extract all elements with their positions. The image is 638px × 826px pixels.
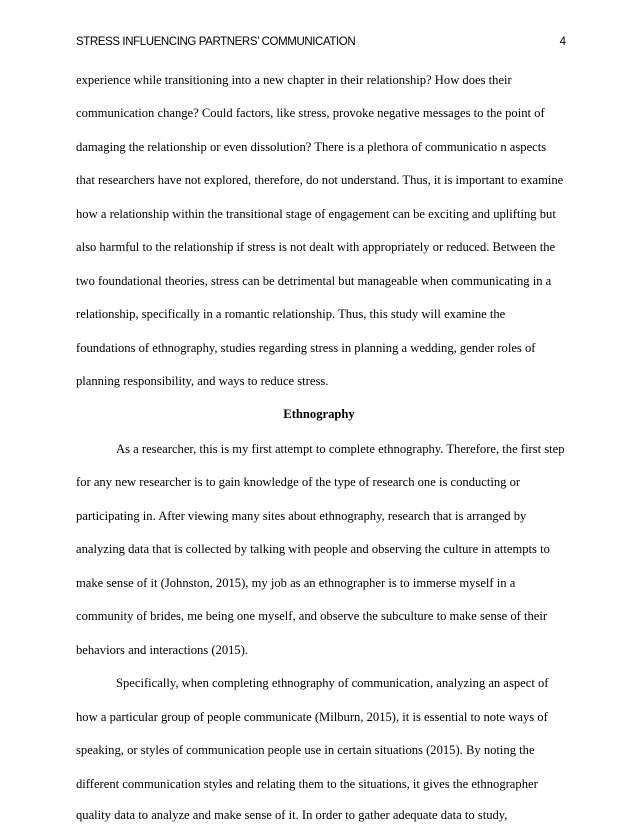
paragraph-first-line: As a researcher, this is my first attempt to complete ethnography. Therefore, the first step: [116, 442, 565, 456]
body-line: relationship, specifically in a romantic relationship. Thus, this study will examine the: [76, 307, 506, 321]
body-line: communication change? Could factors, like stress, provoke negative messages to the point of: [76, 106, 545, 120]
body-line: different communication styles and relating them to the situations, it gives the ethnographer: [76, 777, 538, 791]
body-line: that researchers have not explored, therefore, do not understand. Thus, it is important to examine: [76, 173, 564, 187]
body-line: participating in. After viewing many sites about ethnography, research that is arranged by: [76, 509, 527, 523]
running-head: STRESS INFLUENCING PARTNERS’ COMMUNICATION: [76, 36, 356, 48]
body-line: quality data to analyze and make sense of it. In order to gather adequate data to study,: [76, 808, 508, 822]
section-heading: Ethnography: [283, 407, 355, 421]
body-line: how a particular group of people communicate (Milburn, 2015), it is essential to note ways of: [76, 710, 548, 724]
body-line: community of brides, me being one myself, and observe the subculture to make sense of their: [76, 609, 548, 623]
body-line: planning responsibility, and ways to reduce stress.: [76, 374, 329, 388]
body-line: how a relationship within the transitional stage of engagement can be exciting and uplifting but: [76, 207, 556, 221]
page-number: 4: [559, 36, 566, 48]
body-line: experience while transitioning into a new chapter in their relationship? How does their: [76, 73, 512, 87]
body-line: make sense of it (Johnston, 2015), my job as an ethnographer is to immerse myself in a: [76, 576, 516, 590]
body-line: speaking, or styles of communication people use in certain situations (2015). By noting the: [76, 743, 535, 757]
body-line: two foundational theories, stress can be detrimental but manageable when communicating in a: [76, 274, 552, 288]
body-line: also harmful to the relationship if stress is not dealt with appropriately or reduced. Between the: [76, 240, 556, 254]
body-line: for any new researcher is to gain knowledge of the type of research one is conducting or: [76, 475, 521, 489]
body-line: foundations of ethnography, studies regarding stress in planning a wedding, gender roles of: [76, 341, 536, 355]
body-line: behaviors and interactions (2015).: [76, 643, 249, 657]
body-line: damaging the relationship or even dissolution? There is a plethora of communicatio n aspects: [76, 140, 547, 154]
body-line: analyzing data that is collected by talking with people and observing the culture in attempts to: [76, 542, 550, 556]
paragraph-first-line: Specifically, when completing ethnography of communication, analyzing an aspect of: [116, 676, 549, 690]
